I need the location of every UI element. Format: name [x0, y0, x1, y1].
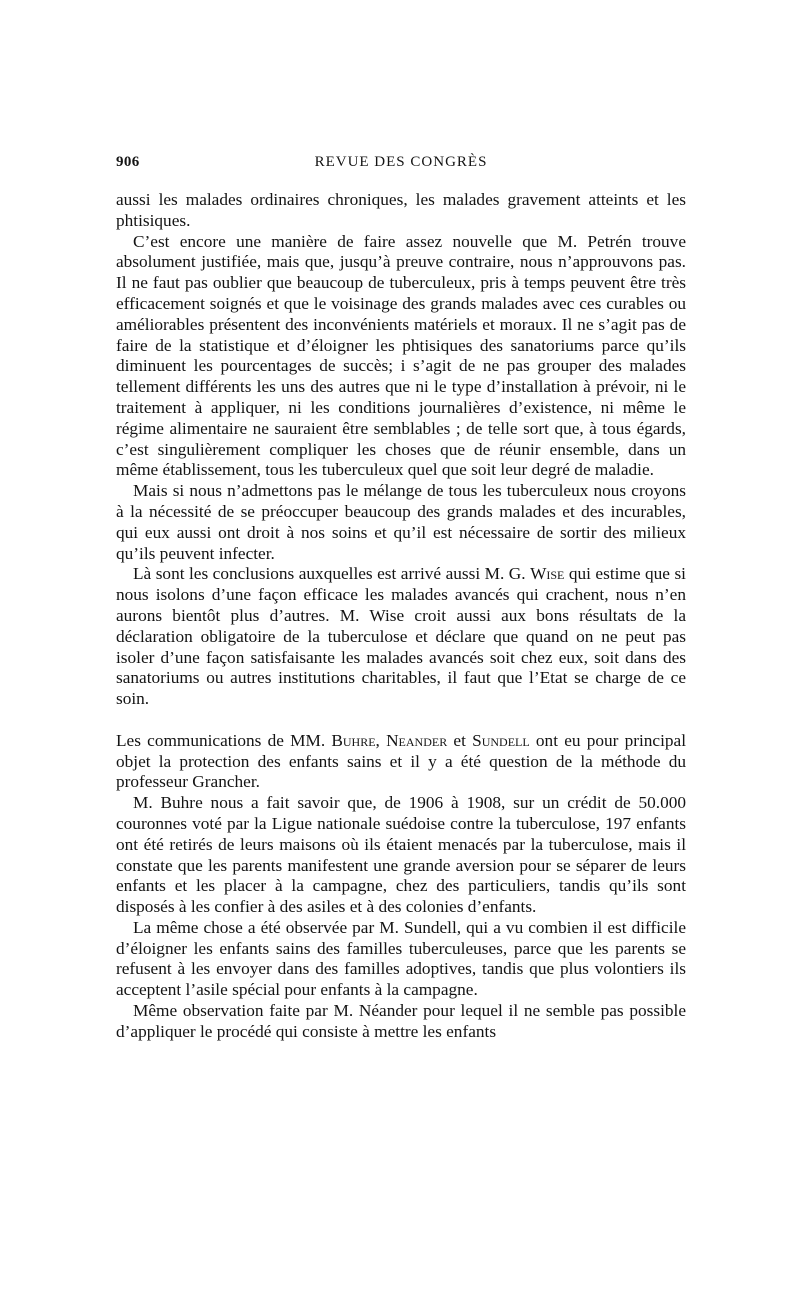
- section-break: [116, 710, 686, 731]
- paragraph-wise: [116, 564, 686, 710]
- author-name-wise: Wise: [530, 564, 565, 584]
- paragraph-wise-text-end: qui estime que si nous isolons d’une façon efficace les malades avancés qui crachent, nous n’en aurons bientôt plus d’autres. M. Wise croit aussi aux bons résultats de la déclaration obligatoire de la tuberculose et déclare que quand on ne peut pas isoler d’une façon satisfaisante les malades avancés soit chez eux, soit dans des sanatoriums ou autres institutions charitables, il faut que l’Etat se charge de ce soin.: [116, 564, 686, 709]
- name-separator-1: ,: [375, 730, 387, 750]
- paragraph-communications: [116, 731, 686, 793]
- paragraph-continuation: aussi les malades ordinaires chroniques, les malades gravement atteints et les phtisiques.: [116, 190, 686, 230]
- paragraph-grands-malades: Mais si nous n’admettons pas le mélange de tous les tuberculeux nous croyons à la nécessité de se préoccuper beaucoup des grands malades et des incurables, qui eux aussi ont droit à nos soins et qu’il est nécessaire de sortir des milieux qu’ils peuvent infecter.: [116, 481, 686, 563]
- running-title: REVUE DES CONGRÈS: [314, 154, 488, 170]
- paragraph-communications-text-start: Les communications de MM.: [116, 730, 332, 750]
- paragraph-wise-text-start: Là sont les conclusions auxquelles est arrivé aussi M. G.: [133, 564, 531, 584]
- document-page: [116, 150, 686, 1043]
- author-name-buhre: Buhre: [331, 730, 376, 750]
- paragraph-neander: Même observation faite par M. Néander pour lequel il ne semble pas possible d’appliquer le procédé qui consiste à mettre les enfants: [116, 1001, 686, 1041]
- page-header: [116, 150, 686, 174]
- paragraph-communications-text-end: ont eu pour principal objet la protection des enfants sains et il y a été question de la méthode du professeur Grancher.: [116, 730, 687, 792]
- body-text: [116, 190, 686, 1043]
- paragraph-petren: C’est encore une manière de faire assez nouvelle que M. Petrén trouve absolument justifiée, mais que, jusqu’à preuve contraire, nous n’approuvons pas. Il ne faut pas oublier que beaucoup de tuberculeux, pris à temps peuvent être très efficacement soignés et que le voisinage des grands malades avec ces curables ou améliorables présentent des inconvénients matériels et moraux. Il ne s’agit pas de faire de la statistique et d’éloigner les phtisiques des sanatoriums parce qu’ils diminuent les pourcentages de succès; i s’agit de ne pas grouper des malades tellement différents les uns des autres que ni le type d’installation à prévoir, ni le traitement à appliquer, ni les conditions journalières d’existence, ni même le régime alimentaire ne sauraient être semblables ; de telle sort que, à tous égards, c’est singulièrement compliquer les choses que de réunir ensemble, dans un même établissement, tous les tuberculeux quel que soit leur degré de maladie.: [116, 231, 686, 480]
- paragraph-sundell: La même chose a été observée par M. Sundell, qui a vu combien il est difficile d’éloigner les enfants sains des familles tuberculeuses, parce que les parents se refusent à les envoyer dans des familles adoptives, tandis que plus volontiers ils acceptent l’asile spécial pour enfants à la campagne.: [116, 917, 686, 1000]
- paragraph-buhre: M. Buhre nous a fait savoir que, de 1906 à 1908, sur un crédit de 50.000 couronnes voté par la Ligue nationale suédoise contre la tuberculose, 197 enfants ont été retirés de leurs maisons où ils étaient menacés par la tuberculose, mais il constate que les parents manifestent une grande aversion pour se séparer de leurs enfants et les placer à la campagne, chez des particuliers, tandis qu’ils sont disposés à les confier à des asiles et à des colonies d’enfants.: [116, 793, 686, 917]
- author-name-sundell: Sundell: [472, 730, 530, 750]
- page-number: 906: [116, 154, 140, 170]
- author-name-neander: Neander: [386, 730, 448, 750]
- name-separator-2: et: [447, 730, 473, 750]
